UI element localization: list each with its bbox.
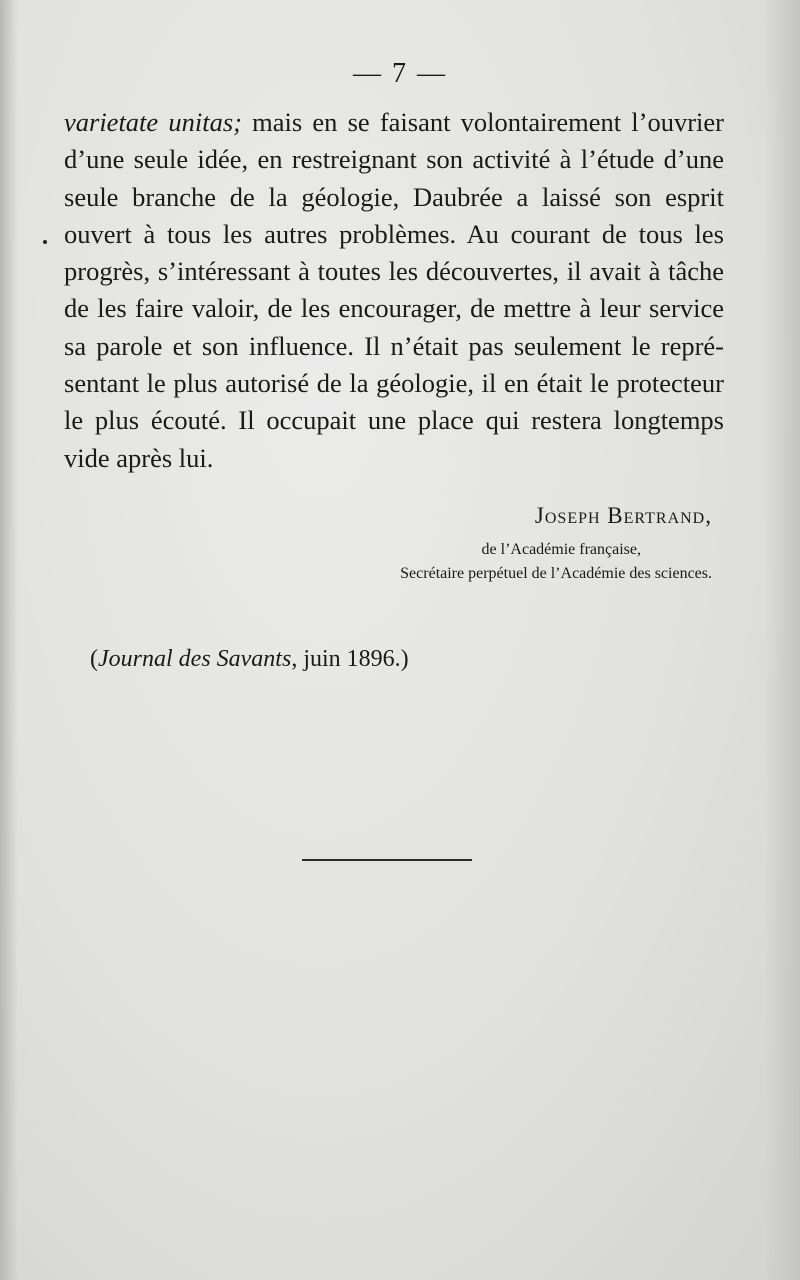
- source-open-paren: (: [90, 646, 98, 672]
- text-line-8: sentant le plus autorisé de la géologie, il en était le protecteur: [64, 368, 724, 399]
- author-affiliation-1: de l’Académie française,: [481, 541, 641, 558]
- text-line-1-rest: mais en se faisant volontairement l’ouvrier: [241, 107, 724, 137]
- text-line-9: le plus écouté. Il occupait une place qui restera longtemps: [64, 405, 724, 436]
- source-citation: [90, 646, 409, 673]
- text-line-10: vide après lui.: [64, 442, 214, 473]
- author-signature: Joseph Bertrand,: [534, 503, 712, 528]
- latin-phrase: varietate unitas;: [64, 107, 242, 137]
- source-journal: Journal des Savants: [98, 646, 292, 672]
- page-number: — 7 —: [353, 58, 447, 89]
- text-line-6: de les faire valoir, de les encourager, de mettre à leur service: [64, 293, 724, 324]
- ink-speck: [43, 240, 47, 244]
- text-line-3: seule branche de la géologie, Daubrée a laissé son esprit: [64, 181, 724, 212]
- text-line-1: [64, 104, 724, 141]
- edge-shadow: [764, 0, 800, 1280]
- text-line-2: d’une seule idée, en restreignant son activité à l’étude d’une: [64, 144, 724, 175]
- author-affiliation-2: Secrétaire perpétuel de l’Académie des sciences.: [400, 565, 712, 582]
- body-paragraph: [64, 104, 724, 477]
- source-date: , juin 1896.): [291, 646, 409, 672]
- text-line-4: ouvert à tous les autres problèmes. Au courant de tous les: [64, 218, 724, 249]
- section-divider: [302, 859, 472, 861]
- text-line-7: sa parole et son influence. Il n’était pas seulement le repré-: [64, 330, 724, 361]
- text-line-5: progrès, s’intéressant à toutes les découvertes, il avait à tâche: [64, 256, 724, 287]
- binding-shadow: [0, 0, 18, 1280]
